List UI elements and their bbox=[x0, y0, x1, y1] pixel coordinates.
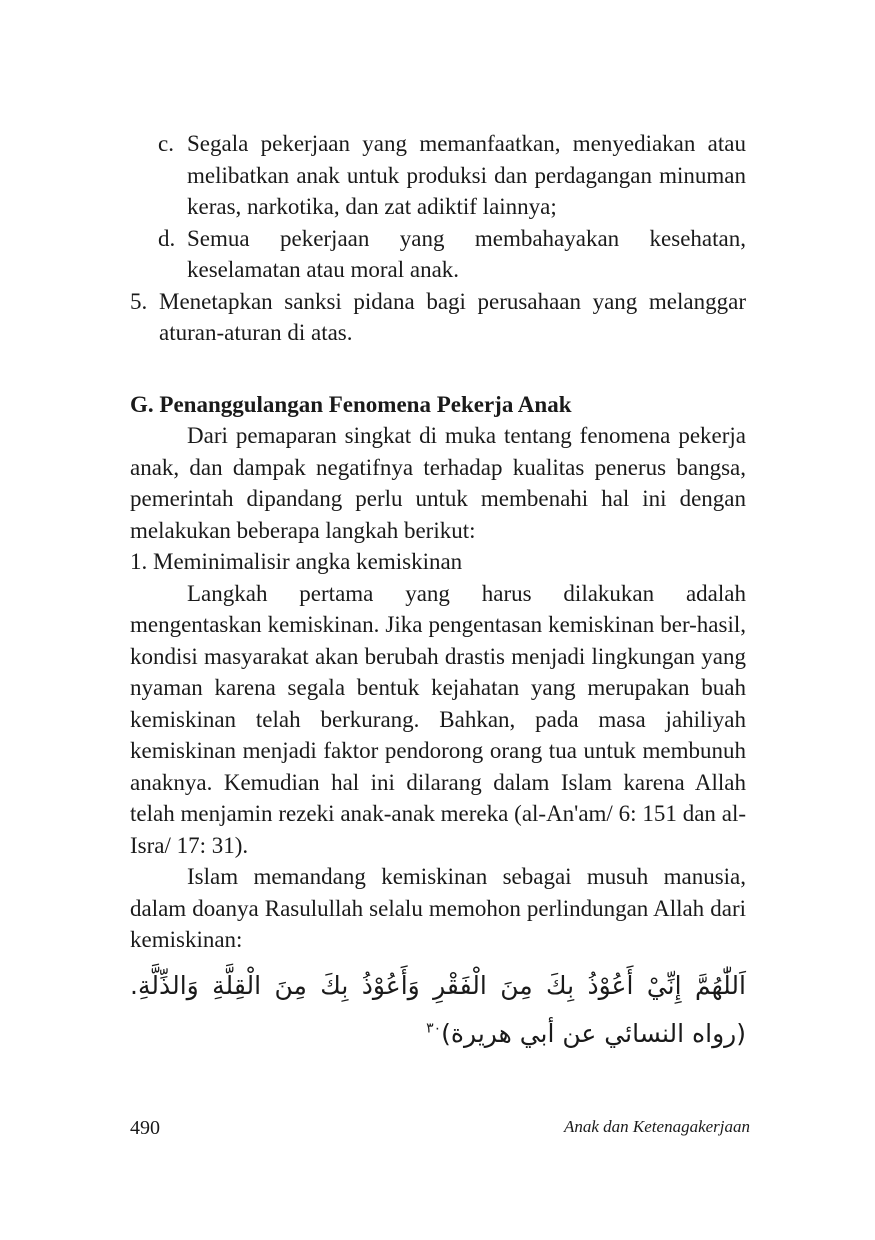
paragraph-prayer: Islam memandang kemiskinan sebagai musuh manusia, dalam doanya Rasulullah selalu memohon perlindungan Allah dari kemiskinan: bbox=[130, 864, 746, 952]
list-item-c bbox=[130, 128, 746, 223]
intro-paragraph: Dari pemaparan singkat di muka tentang fenomena pekerja anak, dan dampak negatifnya terhadap kualitas penerus bangsa, pemerintah dipandang perlu untuk membenahi hal ini dengan melakukan beberapa langkah berikut: bbox=[130, 423, 746, 543]
subheading: 1. Meminimalisir angka kemiskinan bbox=[130, 549, 463, 574]
footnote-marker: ٣٠ bbox=[426, 1020, 442, 1037]
arabic-text: اَللّٰهُمَّ إِنِّيْ أَعُوْذُ بِكَ مِنَ الْفَقْرِ وَأَعُوْذُ بِكَ مِنَ الْقِلَّةِ وَالذِّلَّةِ. (رواه النسائي عن أبي هريرة) bbox=[130, 970, 746, 1048]
list-text: Menetapkan sanksi pidana bagi perusahaan yang melanggar aturan-aturan di atas. bbox=[159, 288, 746, 345]
list-text: Semua pekerjaan yang membahayakan kesehatan, keselamatan atau moral anak. bbox=[187, 225, 746, 282]
list-marker: d. bbox=[158, 225, 176, 251]
page-number: 490 bbox=[130, 1117, 160, 1139]
list-marker: c. bbox=[158, 131, 174, 156]
list-item-d bbox=[130, 223, 746, 286]
paragraph-poverty: Langkah pertama yang harus dilakukan adalah mengentaskan kemiskinan. Jika pengentasan kemiskinan ber-hasil, kondisi masyarakat akan berubah drastis menjadi lingkungan yang nyaman karena segala bentuk kejahatan yang merupakan buah kemiskinan telah berkurang. Bahkan, pada masa jahiliyah kemiskinan menjadi faktor pendorong orang tua untuk membunuh anaknya. Kemudian hal ini dilarang dalam Islam karena Allah telah menjamin rezeki anak-anak mereka (al-An'am/ 6: 151 dan al-Isra/ 17: 31). bbox=[130, 580, 746, 858]
page-body bbox=[130, 128, 746, 1058]
list-item-5 bbox=[130, 286, 746, 349]
list-marker: 5. bbox=[130, 288, 148, 314]
list-text: Segala pekerjaan yang memanfaatkan, menyediakan atau melibatkan anak untuk produksi dan perdagangan minuman keras, narkotika, dan zat adiktif lainnya; bbox=[187, 131, 746, 219]
running-title: Anak dan Ketenagakerjaan bbox=[563, 1117, 750, 1136]
page-footer bbox=[130, 1117, 750, 1140]
arabic-hadith bbox=[130, 962, 746, 1058]
section-heading: G. Penanggulangan Fenomena Pekerja Anak bbox=[130, 391, 572, 417]
